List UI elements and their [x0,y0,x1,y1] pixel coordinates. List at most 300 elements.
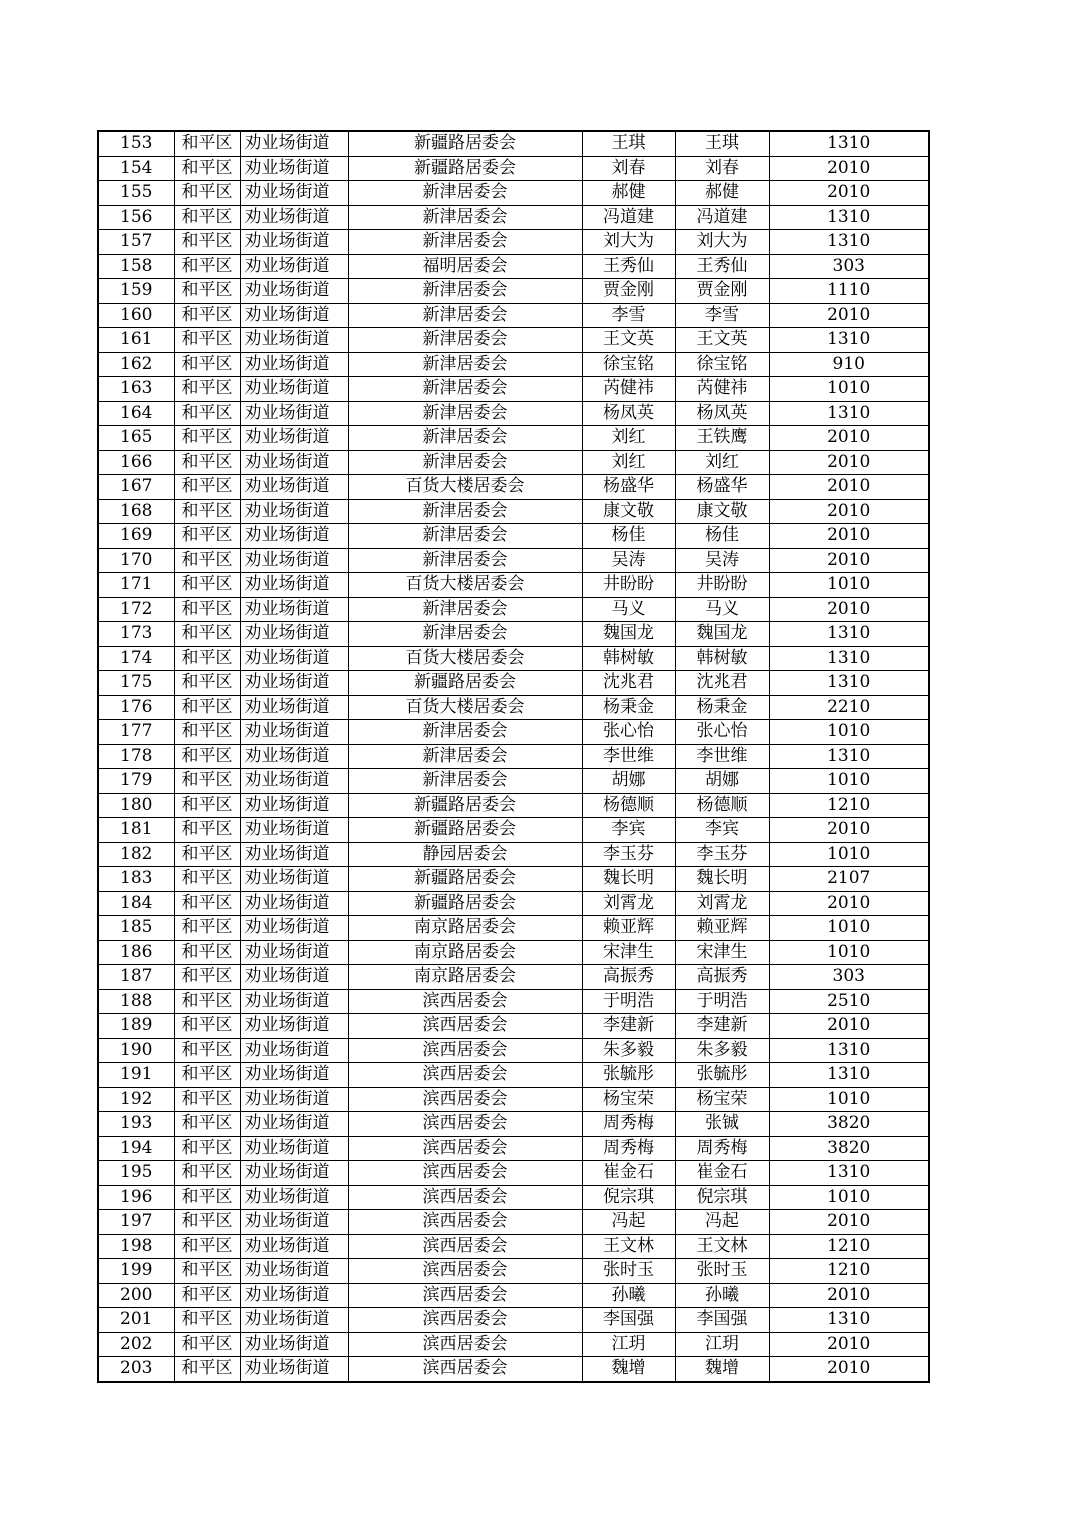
cell-row-number: 155 [98,181,174,206]
cell-street: 劝业场街道 [240,842,348,867]
cell-name: 刘红 [582,450,675,475]
cell-street: 劝业场街道 [240,303,348,328]
cell-amount: 1010 [769,842,929,867]
cell-street: 劝业场街道 [240,1038,348,1063]
cell-amount: 2010 [769,597,929,622]
table-row [98,1259,929,1284]
cell-name: 杨德顺 [582,793,675,818]
table-row [98,989,929,1014]
cell-row-number: 153 [98,131,174,156]
cell-holder-name: 魏增 [675,1357,769,1382]
cell-district: 和平区 [174,230,240,255]
cell-committee: 新津居委会 [348,597,582,622]
cell-holder-name: 刘春 [675,156,769,181]
cell-amount: 2010 [769,548,929,573]
cell-street: 劝业场街道 [240,867,348,892]
cell-district: 和平区 [174,1087,240,1112]
table-row [98,646,929,671]
cell-committee: 滨西居委会 [348,1308,582,1333]
cell-amount: 1010 [769,720,929,745]
cell-district: 和平区 [174,254,240,279]
cell-holder-name: 杨盛华 [675,475,769,500]
cell-amount: 1310 [769,1038,929,1063]
cell-holder-name: 李国强 [675,1308,769,1333]
cell-holder-name: 杨佳 [675,524,769,549]
cell-street: 劝业场街道 [240,1259,348,1284]
cell-street: 劝业场街道 [240,401,348,426]
cell-district: 和平区 [174,891,240,916]
cell-committee: 新津居委会 [348,720,582,745]
cell-name: 冯起 [582,1210,675,1235]
cell-amount: 2107 [769,867,929,892]
cell-name: 孙曦 [582,1283,675,1308]
cell-holder-name: 王秀仙 [675,254,769,279]
cell-row-number: 194 [98,1136,174,1161]
cell-street: 劝业场街道 [240,671,348,696]
cell-row-number: 163 [98,377,174,402]
cell-holder-name: 张时玉 [675,1259,769,1284]
cell-district: 和平区 [174,940,240,965]
cell-name: 杨盛华 [582,475,675,500]
cell-street: 劝业场街道 [240,1283,348,1308]
cell-name: 王文英 [582,328,675,353]
cell-holder-name: 张铖 [675,1112,769,1137]
cell-name: 芮健祎 [582,377,675,402]
table-row [98,744,929,769]
cell-holder-name: 李玉芬 [675,842,769,867]
cell-amount: 1310 [769,205,929,230]
cell-street: 劝业场街道 [240,181,348,206]
cell-amount: 1210 [769,793,929,818]
cell-amount: 1310 [769,131,929,156]
cell-district: 和平区 [174,426,240,451]
cell-holder-name: 王琪 [675,131,769,156]
cell-committee: 滨西居委会 [348,1234,582,1259]
cell-name: 宋津生 [582,940,675,965]
table-body [98,131,929,1382]
cell-street: 劝业场街道 [240,131,348,156]
cell-amount: 303 [769,254,929,279]
cell-row-number: 173 [98,622,174,647]
cell-name: 魏长明 [582,867,675,892]
cell-district: 和平区 [174,1038,240,1063]
cell-street: 劝业场街道 [240,230,348,255]
cell-row-number: 179 [98,769,174,794]
cell-committee: 百货大楼居委会 [348,573,582,598]
cell-district: 和平区 [174,793,240,818]
cell-street: 劝业场街道 [240,744,348,769]
cell-committee: 新津居委会 [348,352,582,377]
table-row [98,867,929,892]
cell-committee: 百货大楼居委会 [348,695,582,720]
table-row [98,1136,929,1161]
cell-holder-name: 张心怡 [675,720,769,745]
cell-row-number: 198 [98,1234,174,1259]
table-row [98,548,929,573]
cell-holder-name: 魏国龙 [675,622,769,647]
cell-holder-name: 韩树敏 [675,646,769,671]
cell-street: 劝业场街道 [240,965,348,990]
cell-row-number: 191 [98,1063,174,1088]
cell-district: 和平区 [174,867,240,892]
cell-name: 江玥 [582,1332,675,1357]
cell-name: 李玉芬 [582,842,675,867]
cell-amount: 1310 [769,671,929,696]
cell-amount: 910 [769,352,929,377]
cell-street: 劝业场街道 [240,695,348,720]
cell-holder-name: 康文敬 [675,499,769,524]
cell-street: 劝业场街道 [240,622,348,647]
cell-row-number: 200 [98,1283,174,1308]
cell-name: 郝健 [582,181,675,206]
table-row [98,671,929,696]
cell-row-number: 193 [98,1112,174,1137]
cell-name: 张毓彤 [582,1063,675,1088]
cell-name: 王文林 [582,1234,675,1259]
cell-amount: 1010 [769,1185,929,1210]
cell-amount: 1310 [769,1161,929,1186]
cell-committee: 新疆路居委会 [348,671,582,696]
cell-holder-name: 张毓彤 [675,1063,769,1088]
table-row [98,524,929,549]
table-row [98,1014,929,1039]
cell-holder-name: 刘霄龙 [675,891,769,916]
cell-name: 冯道建 [582,205,675,230]
cell-amount: 1210 [769,1234,929,1259]
cell-holder-name: 赖亚辉 [675,916,769,941]
cell-street: 劝业场街道 [240,1210,348,1235]
cell-amount: 2010 [769,1332,929,1357]
cell-district: 和平区 [174,1210,240,1235]
cell-name: 韩树敏 [582,646,675,671]
cell-row-number: 156 [98,205,174,230]
cell-amount: 2010 [769,1357,929,1382]
cell-amount: 1310 [769,328,929,353]
cell-street: 劝业场街道 [240,989,348,1014]
cell-row-number: 203 [98,1357,174,1382]
cell-street: 劝业场街道 [240,1308,348,1333]
table-row [98,1161,929,1186]
table-row [98,818,929,843]
cell-holder-name: 杨宝荣 [675,1087,769,1112]
cell-district: 和平区 [174,156,240,181]
cell-committee: 新疆路居委会 [348,867,582,892]
cell-row-number: 182 [98,842,174,867]
table-row [98,1357,929,1382]
table-row [98,499,929,524]
cell-committee: 滨西居委会 [348,1087,582,1112]
cell-name: 杨凤英 [582,401,675,426]
cell-amount: 303 [769,965,929,990]
table-row [98,573,929,598]
cell-district: 和平区 [174,1308,240,1333]
cell-committee: 新疆路居委会 [348,818,582,843]
cell-district: 和平区 [174,1332,240,1357]
cell-district: 和平区 [174,842,240,867]
cell-street: 劝业场街道 [240,891,348,916]
table-row [98,328,929,353]
cell-holder-name: 李世维 [675,744,769,769]
cell-street: 劝业场街道 [240,597,348,622]
table-row [98,1038,929,1063]
cell-committee: 南京路居委会 [348,916,582,941]
cell-row-number: 177 [98,720,174,745]
cell-committee: 新津居委会 [348,548,582,573]
cell-amount: 2210 [769,695,929,720]
table-row [98,1308,929,1333]
cell-committee: 滨西居委会 [348,1038,582,1063]
cell-name: 杨秉金 [582,695,675,720]
table-row [98,181,929,206]
cell-committee: 滨西居委会 [348,1136,582,1161]
cell-committee: 新津居委会 [348,450,582,475]
table-row [98,279,929,304]
table-row [98,131,929,156]
cell-row-number: 167 [98,475,174,500]
cell-name: 张时玉 [582,1259,675,1284]
cell-row-number: 201 [98,1308,174,1333]
cell-holder-name: 冯道建 [675,205,769,230]
cell-committee: 新津居委会 [348,230,582,255]
cell-district: 和平区 [174,450,240,475]
cell-row-number: 166 [98,450,174,475]
cell-name: 杨佳 [582,524,675,549]
cell-street: 劝业场街道 [240,426,348,451]
cell-committee: 南京路居委会 [348,965,582,990]
cell-row-number: 184 [98,891,174,916]
cell-row-number: 159 [98,279,174,304]
cell-amount: 1010 [769,377,929,402]
cell-committee: 新津居委会 [348,744,582,769]
cell-committee: 滨西居委会 [348,1185,582,1210]
cell-committee: 新津居委会 [348,279,582,304]
cell-name: 李国强 [582,1308,675,1333]
cell-committee: 新津居委会 [348,622,582,647]
cell-street: 劝业场街道 [240,1136,348,1161]
cell-street: 劝业场街道 [240,720,348,745]
cell-amount: 1310 [769,744,929,769]
table-row [98,1087,929,1112]
cell-row-number: 188 [98,989,174,1014]
table-row [98,352,929,377]
cell-district: 和平区 [174,401,240,426]
cell-row-number: 197 [98,1210,174,1235]
cell-amount: 2010 [769,303,929,328]
cell-amount: 1010 [769,573,929,598]
cell-name: 徐宝铭 [582,352,675,377]
cell-holder-name: 李宾 [675,818,769,843]
table-row [98,940,929,965]
cell-amount: 2010 [769,524,929,549]
cell-district: 和平区 [174,475,240,500]
cell-street: 劝业场街道 [240,1234,348,1259]
table-row [98,230,929,255]
table-row [98,1332,929,1357]
cell-holder-name: 马义 [675,597,769,622]
cell-row-number: 175 [98,671,174,696]
table-row [98,303,929,328]
cell-committee: 滨西居委会 [348,989,582,1014]
table-row [98,1112,929,1137]
cell-district: 和平区 [174,1357,240,1382]
cell-street: 劝业场街道 [240,573,348,598]
cell-row-number: 202 [98,1332,174,1357]
cell-street: 劝业场街道 [240,475,348,500]
cell-district: 和平区 [174,916,240,941]
table-row [98,793,929,818]
cell-street: 劝业场街道 [240,548,348,573]
cell-name: 康文敬 [582,499,675,524]
cell-holder-name: 王铁鹰 [675,426,769,451]
cell-name: 朱多毅 [582,1038,675,1063]
cell-committee: 新疆路居委会 [348,793,582,818]
cell-street: 劝业场街道 [240,646,348,671]
cell-amount: 2010 [769,156,929,181]
cell-amount: 2010 [769,1210,929,1235]
cell-street: 劝业场街道 [240,156,348,181]
cell-row-number: 154 [98,156,174,181]
cell-holder-name: 刘红 [675,450,769,475]
cell-committee: 新疆路居委会 [348,156,582,181]
cell-row-number: 165 [98,426,174,451]
cell-name: 魏国龙 [582,622,675,647]
cell-holder-name: 杨秉金 [675,695,769,720]
cell-holder-name: 周秀梅 [675,1136,769,1161]
cell-name: 崔金石 [582,1161,675,1186]
cell-name: 胡娜 [582,769,675,794]
cell-holder-name: 杨德顺 [675,793,769,818]
cell-holder-name: 冯起 [675,1210,769,1235]
cell-committee: 新津居委会 [348,499,582,524]
cell-row-number: 181 [98,818,174,843]
cell-street: 劝业场街道 [240,1112,348,1137]
table-row [98,597,929,622]
table-row [98,622,929,647]
cell-district: 和平区 [174,622,240,647]
cell-committee: 百货大楼居委会 [348,475,582,500]
cell-street: 劝业场街道 [240,328,348,353]
cell-holder-name: 贾金刚 [675,279,769,304]
cell-committee: 新津居委会 [348,524,582,549]
cell-name: 李建新 [582,1014,675,1039]
cell-street: 劝业场街道 [240,1063,348,1088]
cell-street: 劝业场街道 [240,1332,348,1357]
cell-holder-name: 吴涛 [675,548,769,573]
cell-name: 赖亚辉 [582,916,675,941]
cell-committee: 新津居委会 [348,205,582,230]
cell-district: 和平区 [174,744,240,769]
cell-district: 和平区 [174,303,240,328]
cell-name: 张心怡 [582,720,675,745]
cell-committee: 新疆路居委会 [348,891,582,916]
cell-amount: 2010 [769,499,929,524]
cell-committee: 百货大楼居委会 [348,646,582,671]
cell-street: 劝业场街道 [240,450,348,475]
cell-row-number: 161 [98,328,174,353]
cell-committee: 滨西居委会 [348,1259,582,1284]
cell-row-number: 157 [98,230,174,255]
cell-holder-name: 魏长明 [675,867,769,892]
cell-amount: 1310 [769,1063,929,1088]
cell-amount: 2010 [769,1014,929,1039]
cell-amount: 1210 [769,1259,929,1284]
cell-name: 刘红 [582,426,675,451]
cell-amount: 2010 [769,818,929,843]
table-row [98,401,929,426]
cell-district: 和平区 [174,352,240,377]
cell-street: 劝业场街道 [240,769,348,794]
cell-district: 和平区 [174,1185,240,1210]
table-row [98,769,929,794]
cell-name: 沈兆君 [582,671,675,696]
cell-name: 刘春 [582,156,675,181]
cell-street: 劝业场街道 [240,1357,348,1382]
cell-amount: 2010 [769,426,929,451]
cell-holder-name: 李雪 [675,303,769,328]
cell-street: 劝业场街道 [240,352,348,377]
cell-holder-name: 孙曦 [675,1283,769,1308]
cell-holder-name: 徐宝铭 [675,352,769,377]
cell-row-number: 196 [98,1185,174,1210]
cell-name: 倪宗琪 [582,1185,675,1210]
cell-committee: 新津居委会 [348,303,582,328]
cell-district: 和平区 [174,695,240,720]
cell-district: 和平区 [174,328,240,353]
cell-district: 和平区 [174,1136,240,1161]
cell-district: 和平区 [174,573,240,598]
cell-row-number: 174 [98,646,174,671]
cell-name: 井盼盼 [582,573,675,598]
cell-street: 劝业场街道 [240,916,348,941]
cell-holder-name: 于明浩 [675,989,769,1014]
cell-row-number: 199 [98,1259,174,1284]
cell-row-number: 160 [98,303,174,328]
cell-district: 和平区 [174,499,240,524]
cell-row-number: 168 [98,499,174,524]
cell-holder-name: 杨凤英 [675,401,769,426]
table-row [98,1210,929,1235]
cell-district: 和平区 [174,1234,240,1259]
cell-street: 劝业场街道 [240,279,348,304]
cell-street: 劝业场街道 [240,818,348,843]
cell-amount: 1010 [769,769,929,794]
cell-row-number: 189 [98,1014,174,1039]
cell-amount: 3820 [769,1136,929,1161]
cell-amount: 1310 [769,1308,929,1333]
cell-holder-name: 朱多毅 [675,1038,769,1063]
cell-row-number: 186 [98,940,174,965]
cell-district: 和平区 [174,1259,240,1284]
cell-committee: 滨西居委会 [348,1332,582,1357]
cell-row-number: 172 [98,597,174,622]
cell-name: 贾金刚 [582,279,675,304]
table-row [98,720,929,745]
cell-holder-name: 王文英 [675,328,769,353]
cell-street: 劝业场街道 [240,499,348,524]
cell-street: 劝业场街道 [240,254,348,279]
cell-holder-name: 宋津生 [675,940,769,965]
cell-name: 李宾 [582,818,675,843]
cell-street: 劝业场街道 [240,524,348,549]
cell-row-number: 180 [98,793,174,818]
table-row [98,842,929,867]
cell-amount: 2510 [769,989,929,1014]
cell-committee: 静园居委会 [348,842,582,867]
cell-row-number: 178 [98,744,174,769]
cell-street: 劝业场街道 [240,1087,348,1112]
data-table [97,130,930,1383]
cell-amount: 1310 [769,622,929,647]
